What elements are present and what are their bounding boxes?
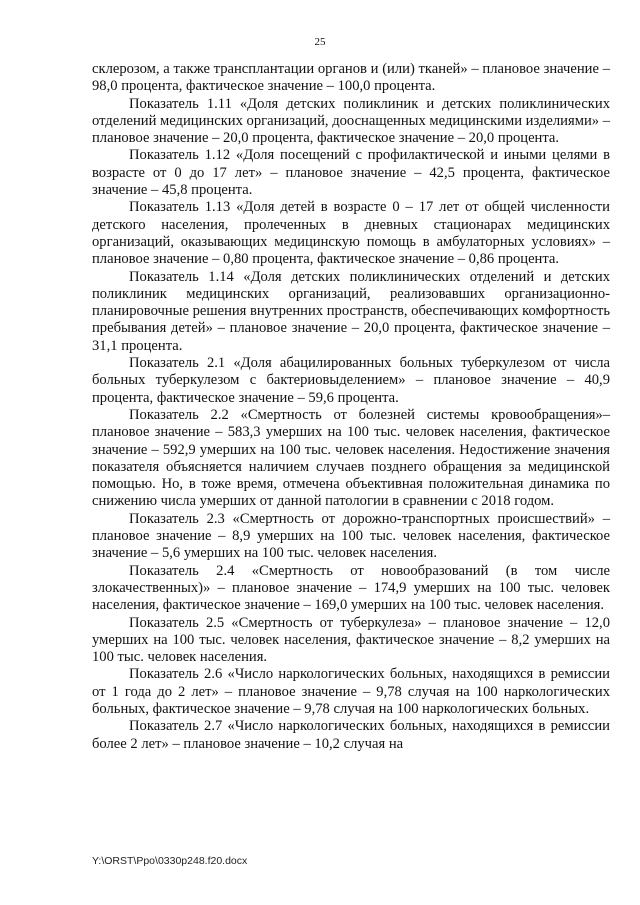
paragraph-indicator-2-4: Показатель 2.4 «Смертность от новообразований (в том числе злокачественных)» – плановое значение – 174,9 умерших на 100 тыс. человек населения, фактическое значение – 169,0 умерших на 100 тыс. человек населения. (92, 562, 610, 614)
paragraph-indicator-2-6: Показатель 2.6 «Число наркологических больных, находящихся в ремиссии от 1 года до 2 лет» – плановое значение – 9,78 случая на 100 наркологических больных, фактическое значение – 9,78 случая на 100 наркологических больных. (92, 666, 610, 717)
paragraph-indicator-2-3: Показатель 2.3 «Смертность от дорожно-транспортных происшествий» – плановое значение – 8,9 умерших на 100 тыс. человек населения, фактическое значение – 5,6 умерших на 100 тыс. человек населения. (92, 510, 610, 562)
paragraph-indicator-2-2: Показатель 2.2 «Смертность от болезней системы кровообращения»– плановое значение – 583,3 умерших на 100 тыс. человек населения, фактическое значение – 592,9 умерших на 100 тыс. человек населения. Недостижение значения показателя объясняется наличием случаев позднего обращения за медицинской помощью. Но, в тоже время, отмечена объективная положительная динамика по снижению числа умерших от данной патологии в сравнении с 2018 годом. (92, 406, 610, 510)
paragraph-indicator-1-12: Показатель 1.12 «Доля посещений с профилактической и иными целями в возрасте от 0 до 17 лет» – плановое значение – 42,5 процента, фактическое значение – 45,8 процента. (92, 147, 610, 199)
document-body (92, 61, 610, 753)
page-number: 25 (314, 36, 326, 48)
paragraph-continuation: склерозом, а также трансплантации органов и (или) тканей» – плановое значение – 98,0 процента, фактическое значение – 100,0 процента. (92, 61, 610, 95)
paragraph-indicator-1-14: Показатель 1.14 «Доля детских поликлинических отделений и детских поликлиник медицинских организаций, реализовавших организационно-планировочные решения внутренних пространств, обеспечивающих комфортность пребывания детей» – плановое значение – 20,0 процента, фактическое значение – 31,1 процента. (92, 268, 610, 354)
paragraph-indicator-2-7: Показатель 2.7 «Число наркологических больных, находящихся в ремиссии более 2 лет» – плановое значение – 10,2 случая на (92, 718, 610, 752)
paragraph-indicator-1-13: Показатель 1.13 «Доля детей в возрасте 0 – 17 лет от общей численности детского населения, пролеченных в дневных стационарах медицинских организаций, оказывающих медицинскую помощь в амбулаторных условиях» – плановое значение – 0,80 процента, фактическое значение – 0,86 процента. (92, 199, 610, 268)
paragraph-indicator-2-5: Показатель 2.5 «Смертность от туберкулеза» – плановое значение – 12,0 умерших на 100 тыс. человек населения, фактическое значение – 8,2 умерших на 100 тыс. человек населения. (92, 614, 610, 666)
footer-file-path: Y:\ORST\Ppo\0330p248.f20.docx (92, 855, 248, 867)
paragraph-indicator-1-11: Показатель 1.11 «Доля детских поликлиник и детских поликлинических отделений медицинских организаций, дооснащенных медицинскими изделиями» – плановое значение – 20,0 процента, фактическое значение – 20,0 процента. (92, 95, 610, 147)
paragraph-indicator-2-1: Показатель 2.1 «Доля абацилированных больных туберкулезом от числа больных туберкулезом с бактериовыделением» – плановое значение – 40,9 процента, фактическое значение – 59,6 процента. (92, 355, 610, 406)
